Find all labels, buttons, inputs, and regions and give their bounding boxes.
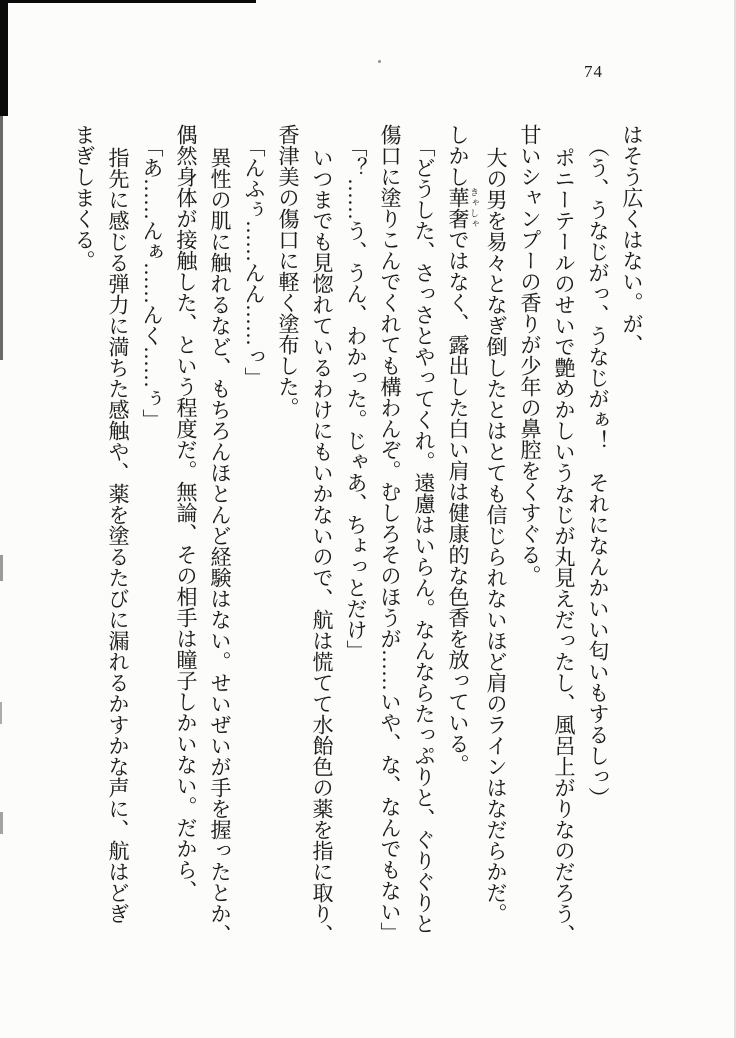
ruby-furigana: きゃしゃ (469, 187, 479, 229)
text-column: 異性の肌に触れるなど、もちろんほとんど経験はない。せいぜいが手を握ったとか、 (208, 147, 232, 945)
text-run: しかし (446, 124, 470, 187)
text-column: 偶然身体が接触した、という程度だ。無論、その相手は瞳子しかいない。だから、 (174, 124, 198, 901)
text-column (441, 124, 479, 960)
scan-artifact-top-edge (0, 0, 256, 3)
text-column: 大の男を易々となぎ倒したとはとても信じられないほど肩のラインはなだらかだ。 (484, 147, 508, 924)
ruby-annotation (446, 187, 479, 229)
ruby-base: 華奢 (446, 187, 470, 229)
text-column: ポニーテールのせいで艶めかしいうなじが丸見えだったし、風呂上がりなのだろう、 (552, 147, 576, 945)
text-column: 香津美の傷口に軽く塗布した。 (276, 124, 300, 418)
text-column: 「あ……んぁ……んく……ぅ」 (140, 136, 164, 430)
scan-artifact-left-edge (0, 702, 2, 724)
text-column: 指先に感じる弾力に満ちた感触や、薬を塗るたびに漏れるかすかな声に、航はどぎ (106, 147, 130, 924)
scan-artifact-left-edge (0, 555, 3, 581)
text-column: いつまでも見惚れているわけにもいかないので、航は慌てて水飴色の薬を指に取り、 (310, 147, 334, 945)
scan-artifact-speck (378, 60, 381, 63)
scan-artifact-left-edge (0, 812, 3, 834)
text-column: まぎしまくる。 (72, 124, 96, 271)
text-run: ではなく、露出した白い肩は健康的な色香を放っている。 (446, 229, 470, 775)
text-column: 「？……う、うん、わかった。じゃあ、ちょっとだけ」 (344, 136, 368, 661)
text-column: 甘いシャンプーの香りが少年の鼻腔をくすぐる。 (518, 124, 542, 586)
scan-artifact-left-edge (0, 0, 8, 116)
text-block (67, 124, 649, 960)
text-column: 傷口に塗りこんでくれても構わんぞ。むしろそのほうが……いや、な、なんでもない」 (378, 124, 402, 943)
text-column: （う、うなじがっ、うなじがぁ！ それになんかいい匂いもするしっ） (586, 136, 610, 808)
page-number: 74 (584, 62, 603, 81)
text-column: 「どうした、さっさとやってくれ。遠慮はいらん。なんならたっぷりと、ぐりぐりと (412, 136, 436, 934)
text-column: 「んふぅ……んん……っ」 (242, 136, 266, 388)
text-column: はそう広くはない。が、 (620, 124, 644, 355)
scan-artifact-left-edge (0, 116, 3, 360)
